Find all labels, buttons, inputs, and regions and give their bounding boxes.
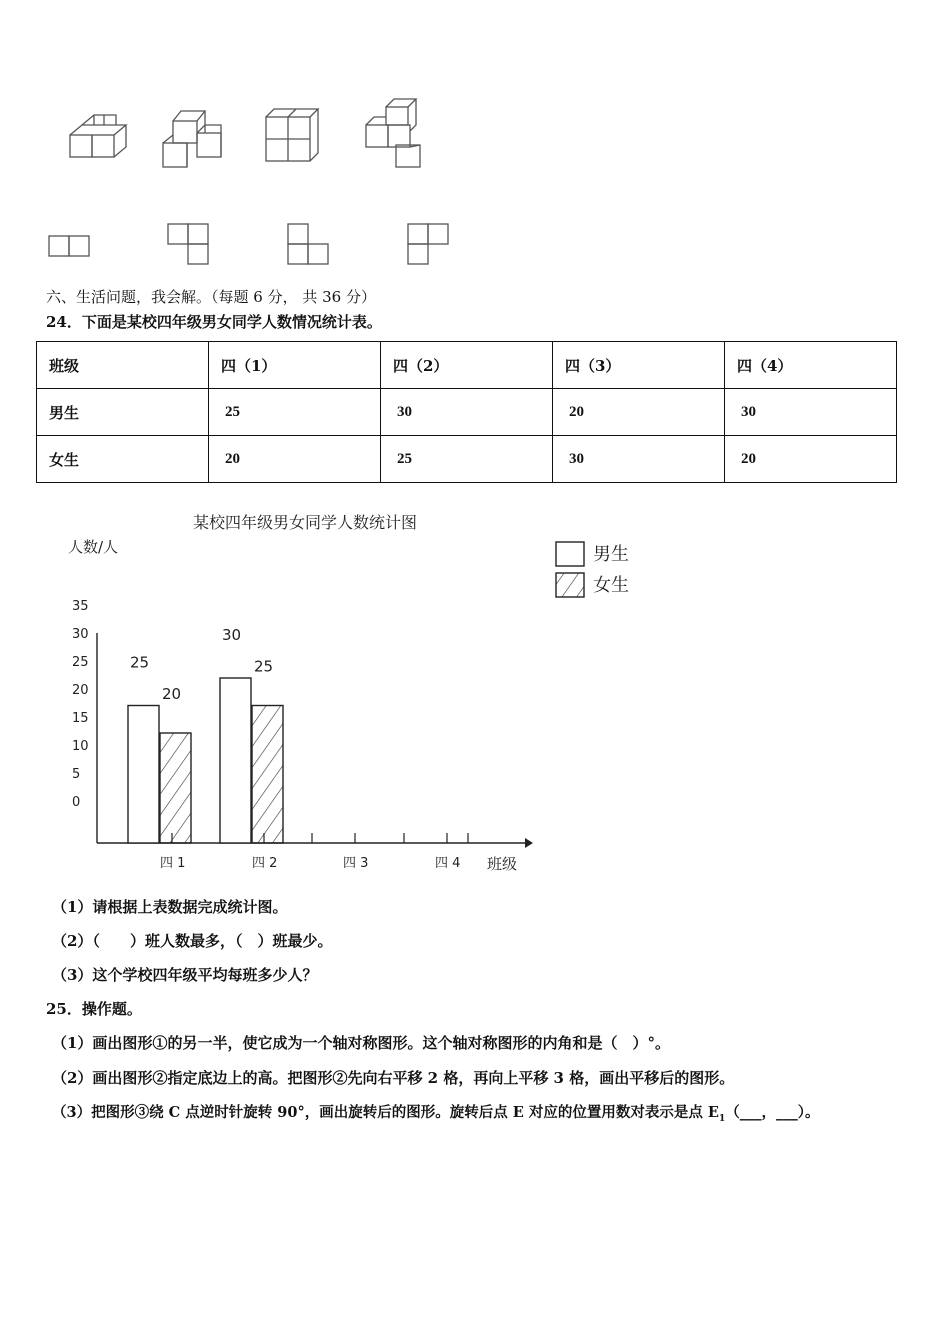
q25-sub3-text: （3）把图形③绕 C 点逆时针旋转 90°，画出旋转后的图形。旋转后点 E 对应的位置用数对表示是点 E	[52, 1104, 719, 1121]
cube-figure-4	[366, 99, 420, 167]
bar-label-boys: 25	[130, 653, 150, 672]
bar-girls	[252, 706, 283, 844]
table-cell: 女生	[37, 436, 209, 483]
bar-label-girls: 20	[162, 685, 182, 703]
bar-label-boys: 30	[222, 626, 242, 644]
cube-figure-2	[163, 111, 221, 167]
y-tick-label: 15	[72, 711, 89, 726]
y-tick-label: 0	[72, 795, 81, 810]
table-cell: 25	[381, 436, 553, 483]
q25-sub3	[52, 1101, 819, 1124]
y-tick-label: 20	[72, 683, 89, 698]
y-tick-label: 30	[72, 627, 89, 642]
cube-figures	[40, 95, 440, 170]
bar-boys	[220, 678, 251, 843]
view-figure-1	[49, 236, 89, 256]
table-row	[37, 389, 897, 436]
legend-swatch-girls	[556, 573, 584, 597]
table-header-row	[37, 342, 897, 389]
x-tick-label: 四 1	[160, 856, 186, 871]
stats-table	[36, 341, 897, 483]
q25-sub3-blank: （___，___）。	[725, 1104, 820, 1121]
view-figure-3	[288, 224, 328, 264]
table-cell: 20	[209, 436, 381, 483]
q25-sub3-subscript: 1	[718, 1113, 726, 1124]
table-cell: 30	[725, 389, 897, 436]
table-cell: 四（4）	[725, 342, 897, 389]
q24-sub3: （3）这个学校四年级平均每班多少人？	[52, 966, 318, 984]
x-axis-arrow	[525, 838, 533, 848]
table-cell: 四（2）	[381, 342, 553, 389]
bar-girls	[160, 733, 191, 843]
table-cell: 班级	[37, 342, 209, 389]
q25-sub1: （1）画出图形①的另一半，使它成为一个轴对称图形。这个轴对称图形的内角和是（ ）°。	[52, 1034, 670, 1052]
table-cell: 20	[725, 436, 897, 483]
q24-sub2: （2）（ ）班人数最多，（ ）班最少。	[52, 932, 333, 950]
x-tick-label: 四 2	[252, 856, 278, 871]
x-tick-label: 四 3	[343, 856, 369, 871]
chart-title: 某校四年级男女同学人数统计图	[193, 513, 418, 532]
bar-boys	[128, 706, 159, 844]
table-cell: 20	[553, 389, 725, 436]
y-tick-label: 25	[72, 655, 89, 670]
x-axis-label: 班级	[487, 855, 518, 873]
table-cell: 30	[553, 436, 725, 483]
y-tick-label: 35	[72, 599, 89, 614]
table-cell: 30	[381, 389, 553, 436]
table-cell: 四（1）	[209, 342, 381, 389]
table-cell: 男生	[37, 389, 209, 436]
q25-intro: 25．操作题。	[46, 1000, 142, 1018]
y-tick-label: 10	[72, 739, 89, 754]
view-figure-2	[168, 224, 208, 264]
table-cell: 25	[209, 389, 381, 436]
cube-figure-3	[266, 109, 318, 161]
table-cell: 四（3）	[553, 342, 725, 389]
table-row	[37, 436, 897, 483]
cube-figure-1	[70, 115, 126, 157]
bar-chart	[40, 505, 660, 880]
y-tick-label: 5	[72, 767, 81, 782]
x-tick-label: 四 4	[435, 856, 461, 871]
q24-sub1: （1）请根据上表数据完成统计图。	[52, 898, 288, 916]
section-heading: 六、生活问题，我会解。（每题 6 分， 共 36 分）	[46, 288, 376, 306]
legend-label-boys: 男生	[593, 544, 629, 565]
view-figure-4	[408, 224, 448, 264]
bar-label-girls: 25	[254, 657, 274, 676]
legend-label-girls: 女生	[593, 575, 629, 596]
view-figures	[40, 220, 460, 270]
y-axis-label: 人数/人	[68, 538, 119, 556]
q25-sub2: （2）画出图形②指定底边上的高。把图形②先向右平移 2 格，再向上平移 3 格，画出平移后的图形。	[52, 1069, 735, 1087]
legend-swatch-boys	[556, 542, 584, 566]
q24-intro: 24．下面是某校四年级男女同学人数情况统计表。	[46, 313, 382, 331]
